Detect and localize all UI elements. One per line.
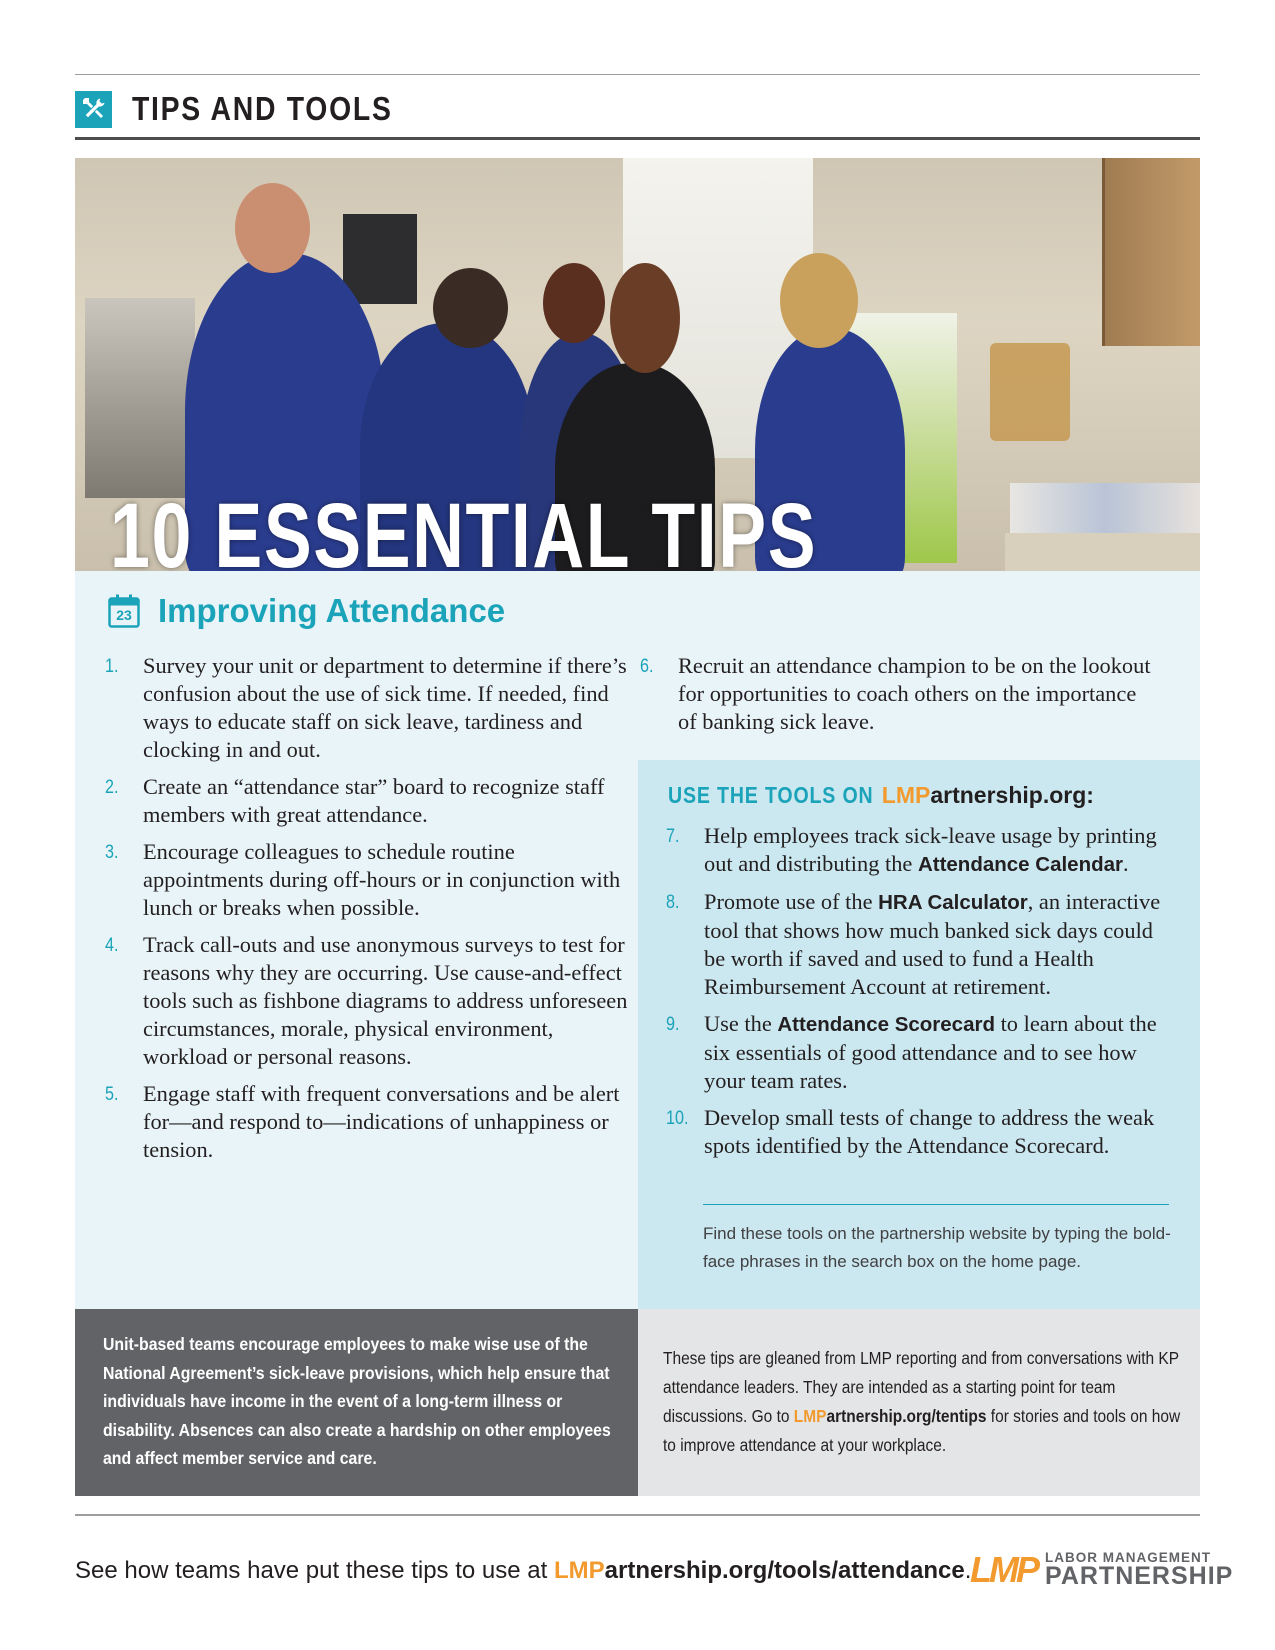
lmp-logo xyxy=(970,1549,1233,1591)
tip-text: Encourage colleagues to schedule routine appointments during off-hours or in conjunction with lunch or breaks when possible. xyxy=(143,839,621,920)
page-title: TIPS AND TOOLS xyxy=(132,90,393,127)
photo-head-5 xyxy=(780,253,858,348)
tip-number: 5. xyxy=(105,1084,119,1105)
tentips-link[interactable] xyxy=(794,1406,987,1426)
tentips-link-lmp: LMP xyxy=(793,1406,827,1426)
tool-link-hra-calculator[interactable]: HRA Calculator xyxy=(878,891,1028,914)
tools-heading xyxy=(668,782,1094,809)
photo-head-3 xyxy=(543,263,605,343)
tip-text: Engage staff with frequent conversations and be alert for—and respond to—indications of unhappiness or tension. xyxy=(143,1081,620,1162)
light-text-before: These tips are gleaned from LMP reporting and from conversations with KP attendance leaders. They are intended as a starting point for team discussions. Go to xyxy=(663,1348,1179,1426)
tool-link-attendance-calendar[interactable]: Attendance Calendar xyxy=(917,853,1123,876)
tip-text: to learn about the six essentials of good attendance and to see how your team rates. xyxy=(704,1011,1157,1093)
photo-monitor xyxy=(343,214,417,304)
info-box-dark-text: Unit-based teams encourage employees to make wise use of the National Agreement’s sick-leave provisions, which help ensure that individuals have income in the event of a long-term illness or disability. Absences can also create a hardship on other employees and affect member service and care. xyxy=(103,1334,611,1468)
tip-item xyxy=(75,773,635,829)
tools-note: Find these tools on the partnership website by typing the bold-face phrases in the search box on the home page. xyxy=(703,1224,1171,1271)
photo-head-1 xyxy=(235,183,310,273)
tool-link-attendance-scorecard[interactable]: Attendance Scorecard xyxy=(777,1013,995,1036)
photo-shelf xyxy=(1005,533,1200,571)
tip-text: , an interactive tool that shows how much banked sick days could be worth if saved and used to fund a Health Reimbursement Account at retirement. xyxy=(704,889,1161,999)
tools-heading-lmp: LMP xyxy=(881,782,931,808)
tip-text: Create an “attendance star” board to recognize staff members with great attendance. xyxy=(143,774,605,827)
tip-text: Promote use of the xyxy=(704,889,879,914)
section-title: Improving Attendance xyxy=(158,592,506,629)
tip-text: Track call-outs and use anonymous surveys to test for reasons why they are occurring. Use cause-and-effect tools such as fishbone diagrams to address unforeseen circumstances, morale, physical environment, workload or personal reasons. xyxy=(143,932,628,1069)
tip-item xyxy=(658,1104,1178,1160)
tip-number: 3. xyxy=(105,842,119,863)
section-header xyxy=(108,592,505,630)
tip-text: Help employees track sick-leave usage by printing out and distributing the xyxy=(704,823,1157,876)
footer-link-rest: artnership.org/tools/attendance xyxy=(604,1557,965,1584)
tools-divider xyxy=(703,1204,1169,1205)
tip-number: 10. xyxy=(666,1108,689,1129)
tips-list-tools xyxy=(658,822,1178,1169)
tip-text: Develop small tests of change to address the weak spots identified by the Attendance Scorecard. xyxy=(704,1105,1155,1158)
calendar-day: 23 xyxy=(116,607,132,623)
photo-cabinet xyxy=(1102,158,1200,346)
tip-item xyxy=(75,931,635,1071)
attendance-tools-link[interactable] xyxy=(554,1557,965,1584)
footer-link-lmp: LMP xyxy=(553,1557,605,1584)
tip-text: Use the xyxy=(704,1011,778,1036)
calendar-icon xyxy=(108,594,140,628)
tip-item xyxy=(75,652,635,764)
logo-line2: PARTNERSHIP xyxy=(1045,1562,1234,1591)
tip-number: 6. xyxy=(640,656,654,677)
light-text-after: for stories and tools on how to improve attendance at your workplace. xyxy=(663,1406,1181,1455)
tip-item xyxy=(75,838,635,922)
top-rule xyxy=(75,74,1200,75)
tentips-link-rest: artnership.org/tentips xyxy=(826,1406,987,1426)
tip-item xyxy=(658,822,1178,879)
hero-photo xyxy=(75,158,1200,571)
photo-head-4 xyxy=(610,263,680,373)
photo-head-2 xyxy=(433,268,508,348)
tip-item xyxy=(658,888,1178,1001)
hero-title: 10 ESSENTIAL TIPS xyxy=(110,485,818,571)
tip-number: 4. xyxy=(105,935,119,956)
tips-list-right-top xyxy=(620,652,1160,745)
tools-icon xyxy=(75,91,112,128)
footer-rule xyxy=(75,1514,1200,1516)
tip-number: 1. xyxy=(105,656,119,677)
tip-number: 9. xyxy=(666,1014,680,1035)
logo-line1: LABOR MANAGEMENT xyxy=(1045,1549,1211,1565)
footer-text-after: . xyxy=(964,1557,972,1584)
tip-item xyxy=(658,1010,1178,1095)
tip-text: Survey your unit or department to determine if there’s confusion about the use of sick time. If needed, find ways to educate staff on sick leave, tardiness and clocking in and out. xyxy=(143,653,627,762)
tip-text: . xyxy=(1123,851,1129,876)
tips-list-left xyxy=(75,652,635,1173)
tip-number: 8. xyxy=(666,892,680,913)
tip-item xyxy=(75,1080,635,1164)
footer-text xyxy=(75,1557,971,1585)
page-header xyxy=(75,88,675,130)
tip-number: 7. xyxy=(666,826,680,847)
tools-heading-prefix: USE THE TOOLS ON xyxy=(668,782,874,808)
logo-mark: LMP xyxy=(970,1549,1037,1590)
photo-wall-unit xyxy=(85,298,195,498)
tools-heading-rest: artnership.org: xyxy=(930,782,1094,808)
tip-number: 2. xyxy=(105,777,119,798)
photo-supplies xyxy=(1010,483,1200,533)
header-rule xyxy=(75,137,1200,140)
info-box-light-text xyxy=(663,1344,1191,1460)
footer-text-before: See how teams have put these tips to use at xyxy=(75,1557,554,1584)
photo-sharps-box xyxy=(990,343,1070,441)
tip-item xyxy=(620,652,1160,736)
tip-text: Recruit an attendance champion to be on the lookout for opportunities to coach others on the importance of banking sick leave. xyxy=(678,653,1151,734)
logo-wordmark xyxy=(1045,1551,1233,1590)
